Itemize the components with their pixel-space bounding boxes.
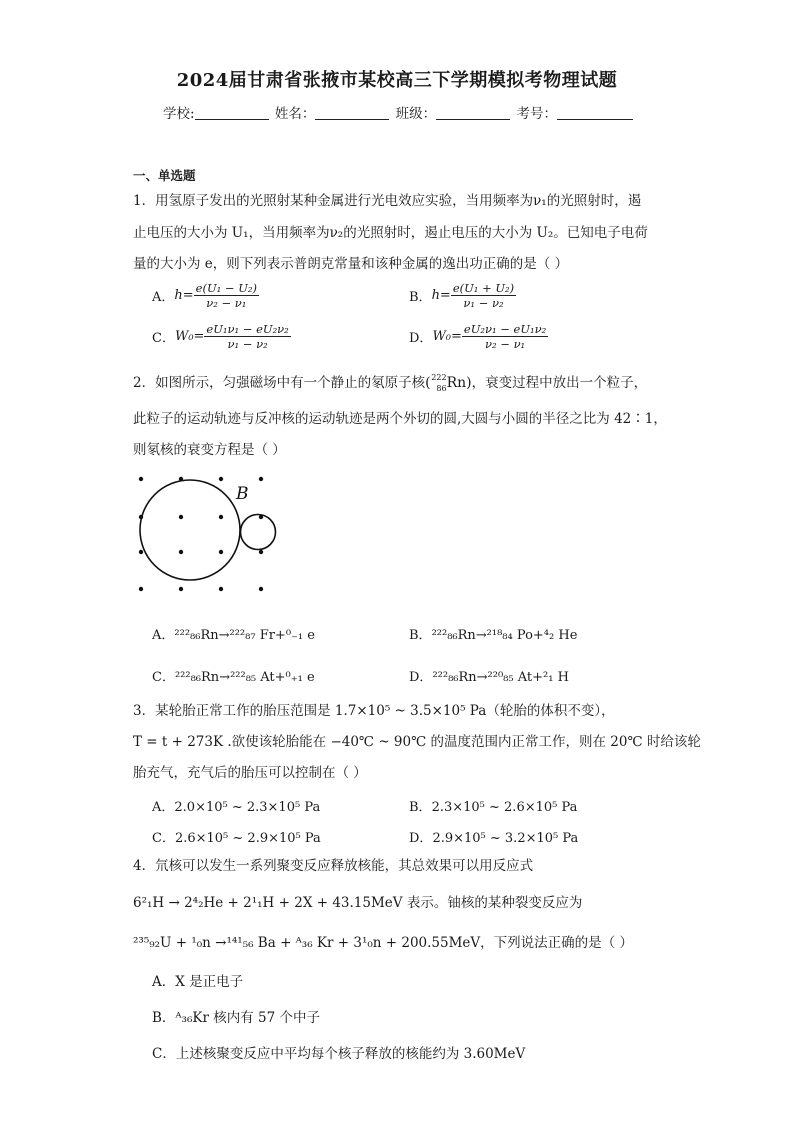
field-dot [179,587,183,591]
q2-option-b[interactable] [409,624,577,643]
decay-equation: ²²²₈₆Rn→²²²₈₅ At+⁰₊₁ e [174,670,315,685]
option-label: C． [152,331,175,346]
option-label: B． [409,290,432,305]
q2-line1-text: 2．如图所示，匀强磁场中有一个静止的氡原子核 [133,375,426,391]
option-label: C． [152,831,175,846]
option-lhs: W₀= [432,329,462,344]
charge-number: 86 [436,384,447,393]
class-label: 班级： [395,106,437,122]
q3-option-d[interactable] [409,827,578,846]
class-blank[interactable] [436,105,510,120]
q4-line1: 4．氘核可以发生一系列聚变反应释放核能，其总效果可以用反应式 [133,858,534,874]
option-text: 2.3×10⁵ ~ 2.6×10⁵ Pa [431,800,578,815]
option-label: D． [409,670,433,685]
fraction [194,281,259,310]
exam-no-label: 考号： [516,106,557,122]
radon-nuclide: ( 222 86 Rn) [425,373,472,393]
q1-line3: 量的大小为 e，则下列表示普朗克常量和该种金属的逸出功正确的是（ ） [133,256,569,272]
q3-line1: 3．某轮胎正常工作的胎压范围是 1.7×10⁵ ~ 3.5×10⁵ Pa（轮胎的体积不变）， [133,703,615,719]
name-label: 姓名： [274,106,316,122]
numerator: e(U₁ + U₂) [452,281,515,295]
q4-option-b[interactable]: B．ᴬ₃₆Kr 核内有 57 个中子 [152,1010,320,1026]
field-dot [179,515,183,519]
field-dot [259,550,263,554]
q1-line1: 1．用氢原子发出的光照射某种金属进行光电效应实验，当用频率为ν₁的光照射时，遏 [133,193,642,209]
q2-option-a[interactable] [152,624,315,643]
q3-line3: 胎充气，充气后的胎压可以控制在（ ） [133,765,367,781]
q3-option-c[interactable] [152,827,321,846]
denominator: ν₁ − ν₂ [463,296,504,310]
student-info-line [163,102,635,122]
option-label: D． [409,831,433,846]
option-label: C． [152,670,175,685]
field-dot [219,587,223,591]
q2-line3: 则氡核的衰变方程是（ ） [133,442,286,458]
q1-option-a[interactable] [152,281,259,310]
q4-line3: ²³⁵₉₂U + ¹₀n →¹⁴¹₅₆ Ba + ᴬ₃₆ Kr + 3¹₀n + 200.55MeV，下列说法正确的是（ ） [133,935,633,951]
fraction [462,322,548,351]
small-orbit [241,515,276,550]
decay-equation: ²²²₈₆Rn→²²²₈₇ Fr+⁰₋₁ e [174,628,315,643]
q3-option-b[interactable] [409,796,577,815]
element-symbol: Rn [446,375,467,391]
field-dot [139,477,143,481]
numerator: eU₂ν₁ − eU₁ν₂ [463,322,547,336]
option-lhs: h= [431,288,451,303]
q2-line2: 此粒子的运动轨迹与反冲核的运动轨迹是两个外切的圆,大圆与小圆的半径之比为 42∶1， [133,411,667,427]
page-title: 2024届甘肃省张掖市某校高三下学期模拟考物理试题 [176,70,618,91]
large-orbit [140,480,240,580]
denominator: ν₁ − ν₂ [227,337,268,351]
option-text: 2.0×10⁵ ~ 2.3×10⁵ Pa [174,800,321,815]
field-label: B [236,484,249,504]
name-blank[interactable] [315,105,389,120]
q2-line1-text-end: ，衰变过程中放出一个粒子， [471,375,648,391]
q4-option-c[interactable]: C．上述核聚变反应中平均每个核子释放的核能约为 3.60MeV [152,1046,526,1062]
q1-option-c[interactable] [152,322,291,351]
numerator: eU₁ν₁ − eU₂ν₂ [206,322,289,336]
option-label: A． [152,800,175,815]
field-dot [139,587,143,591]
decay-equation: ²²²₈₆Rn→²¹⁸₈₄ Po+⁴₂ He [431,628,578,643]
fraction [451,281,516,310]
q2-option-c[interactable] [152,666,315,685]
q2-line1 [133,368,647,398]
section-heading: 一、单选题 [133,168,196,183]
q3-option-a[interactable] [152,796,320,815]
decay-equation: ²²²₈₆Rn→²²⁰₈₅ At+²₁ H [432,670,569,685]
numerator: e(U₁ − U₂) [195,281,257,295]
option-label: B． [409,628,432,643]
exam-no-blank[interactable] [557,105,633,120]
denominator: ν₂ − ν₁ [206,296,247,310]
denominator: ν₂ − ν₁ [485,337,526,351]
fraction [204,322,290,351]
option-lhs: W₀= [174,329,205,344]
field-dot [219,550,223,554]
field-dot [139,550,143,554]
option-label: B． [409,800,432,815]
school-label: 学校: [163,106,195,122]
field-dot [259,477,263,481]
school-blank[interactable] [195,105,269,120]
mass-number: 222 [431,373,447,382]
option-label: A． [152,290,175,305]
q4-option-a[interactable]: A．X 是正电子 [152,974,244,990]
option-text: 2.6×10⁵ ~ 2.9×10⁵ Pa [174,831,321,846]
option-lhs: h= [174,288,194,303]
field-dot [219,477,223,481]
q4-line2: 6²₁H → 2⁴₂He + 2¹₁H + 2X + 43.15MeV 表示。铀核的某种裂变反应为 [133,895,583,911]
q3-line2: T = t + 273K .欲使该轮胎能在 −40℃ ~ 90℃ 的温度范围内正常工作，则在 20℃ 时给该轮 [133,734,701,750]
field-dot [259,587,263,591]
option-label: D． [409,331,433,346]
option-text: 2.9×10⁵ ~ 3.2×10⁵ Pa [432,831,579,846]
field-dot [219,515,223,519]
q1-option-d[interactable] [409,322,548,351]
q1-option-b[interactable] [409,281,516,310]
field-dot [179,550,183,554]
option-label: A． [152,628,175,643]
q2-option-d[interactable] [409,666,569,685]
magnetic-field-diagram [130,470,290,600]
q1-line2: 止电压的大小为 U₁，当用频率为ν₂的光照射时，遏止电压的大小为 U₂。已知电子电荷 [133,225,648,241]
